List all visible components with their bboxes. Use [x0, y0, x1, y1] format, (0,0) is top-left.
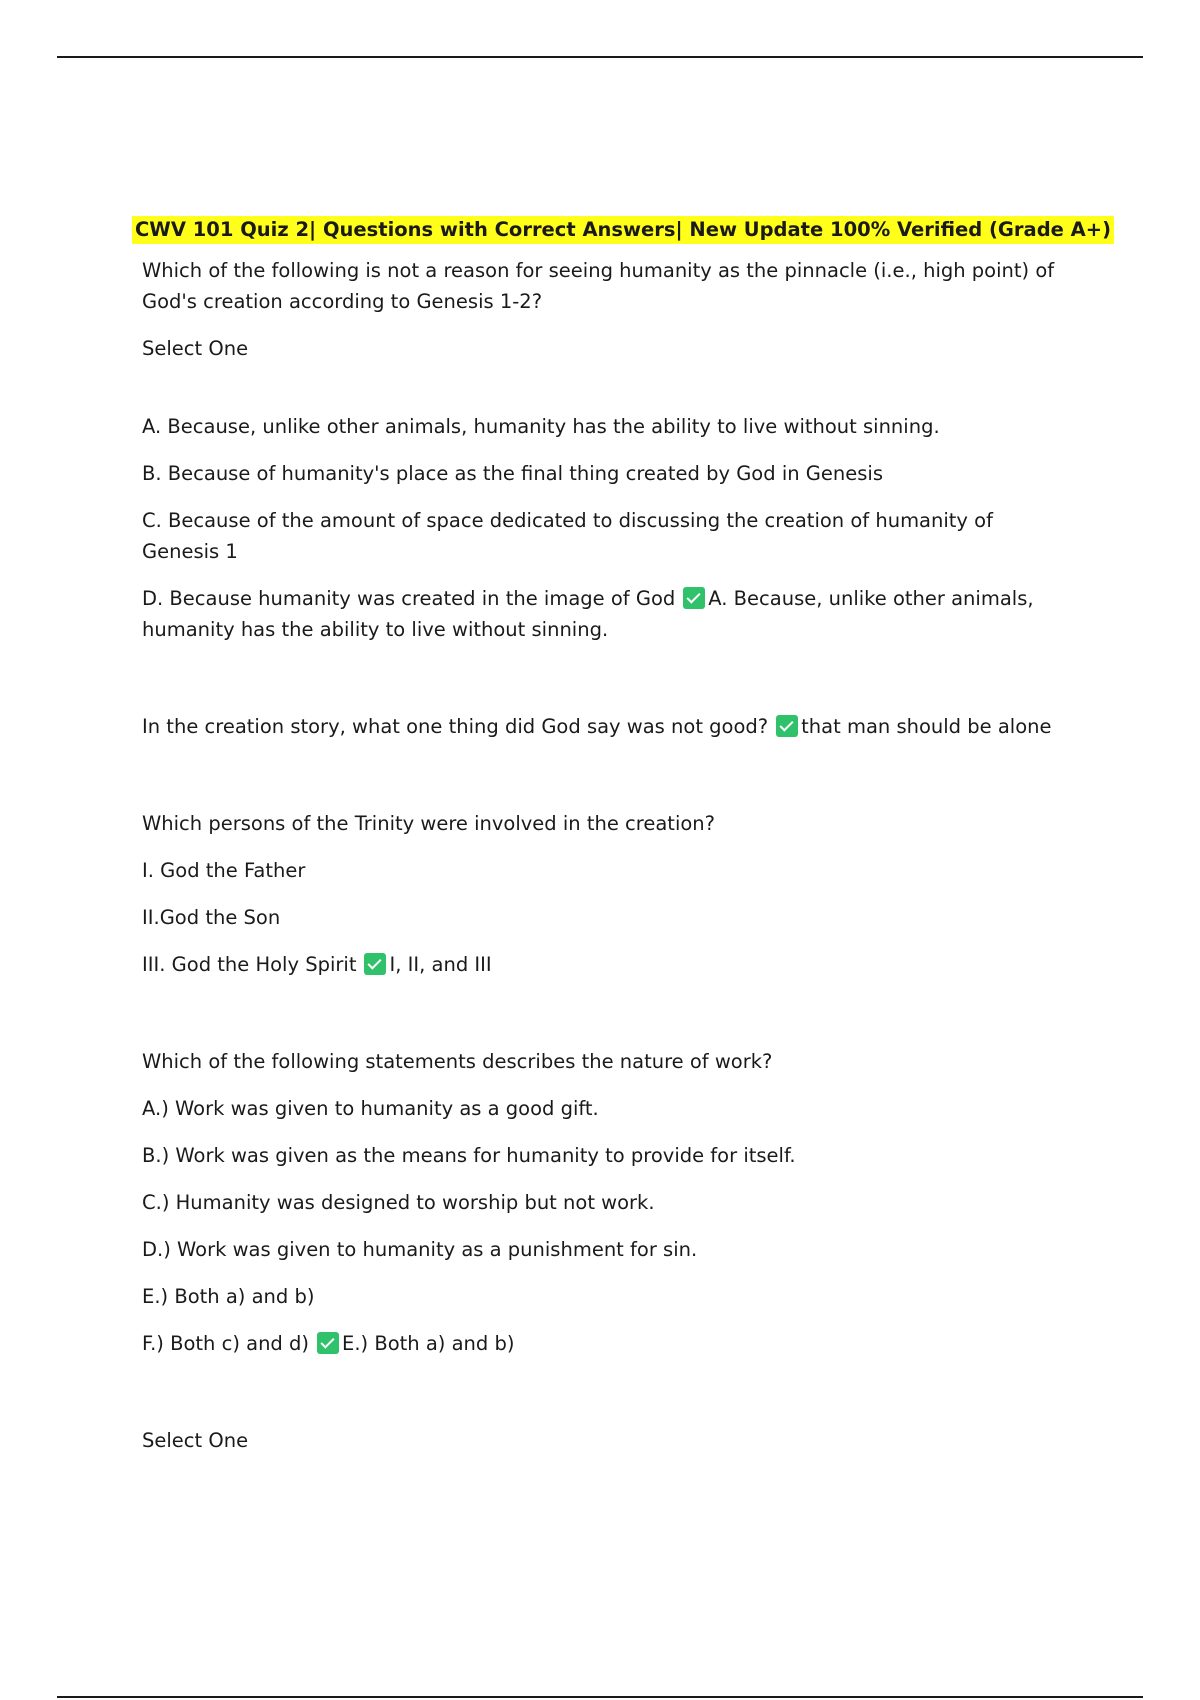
document-title: CWV 101 Quiz 2| Questions with Correct Answers| New Update 100% Verified (Grade A+) — [132, 216, 1114, 244]
question-1-option-c: C. Because of the amount of space dedicated to discussing the creation of humanity of Genesis 1 — [142, 509, 993, 563]
check-mark-icon — [776, 715, 798, 737]
question-1-text: Which of the following is not a reason for seeing humanity as the pinnacle (i.e., high point) of God's creation according to Genesis 1-2? — [142, 259, 1055, 313]
question-4-option-e: E.) Both a) and b) — [142, 1285, 315, 1308]
check-mark-icon — [317, 1332, 339, 1354]
question-4-option-a: A.) Work was given to humanity as a good gift. — [142, 1097, 599, 1120]
question-1-option-d-with-answer — [142, 583, 1062, 645]
check-mark-icon — [683, 587, 705, 609]
question-3-option-1: I. God the Father — [142, 859, 306, 882]
question-1-option-d: D. Because humanity was created in the image of God — [142, 587, 676, 610]
question-3-option-3: III. God the Holy Spirit — [142, 953, 357, 976]
question-1-instruction: Select One — [142, 337, 249, 360]
title-block — [132, 214, 1112, 245]
question-4-text: Which of the following statements describes the nature of work? — [142, 1050, 773, 1073]
question-2-line — [142, 711, 1062, 742]
question-4-option-c: C.) Humanity was designed to worship but not work. — [142, 1191, 655, 1214]
question-4-option-f-with-answer — [142, 1328, 1062, 1359]
document-body — [135, 214, 1112, 1472]
footer-instruction: Select One — [142, 1429, 249, 1452]
question-1-option-a: A. Because, unlike other animals, humanity has the ability to live without sinning. — [142, 415, 940, 438]
question-2-answer: that man should be alone — [801, 715, 1052, 738]
question-3-text: Which persons of the Trinity were involved in the creation? — [142, 812, 716, 835]
question-4-option-b: B.) Work was given as the means for humanity to provide for itself. — [142, 1144, 796, 1167]
bottom-rule — [57, 1696, 1143, 1698]
question-1-answer: A. Because, unlike other animals, humanity has the ability to live without sinning. — [142, 587, 1034, 641]
question-4-option-d: D.) Work was given to humanity as a punishment for sin. — [142, 1238, 698, 1261]
question-3-option-2: II.God the Son — [142, 906, 281, 929]
question-3-option-3-with-answer — [142, 949, 1062, 980]
question-2-text: In the creation story, what one thing did God say was not good? — [142, 715, 769, 738]
top-rule — [57, 56, 1143, 58]
question-3-answer: I, II, and III — [389, 953, 492, 976]
question-4-answer: E.) Both a) and b) — [342, 1332, 515, 1355]
question-4-option-f: F.) Both c) and d) — [142, 1332, 309, 1355]
check-mark-icon — [364, 953, 386, 975]
question-1-option-b: B. Because of humanity's place as the final thing created by God in Genesis — [142, 462, 883, 485]
